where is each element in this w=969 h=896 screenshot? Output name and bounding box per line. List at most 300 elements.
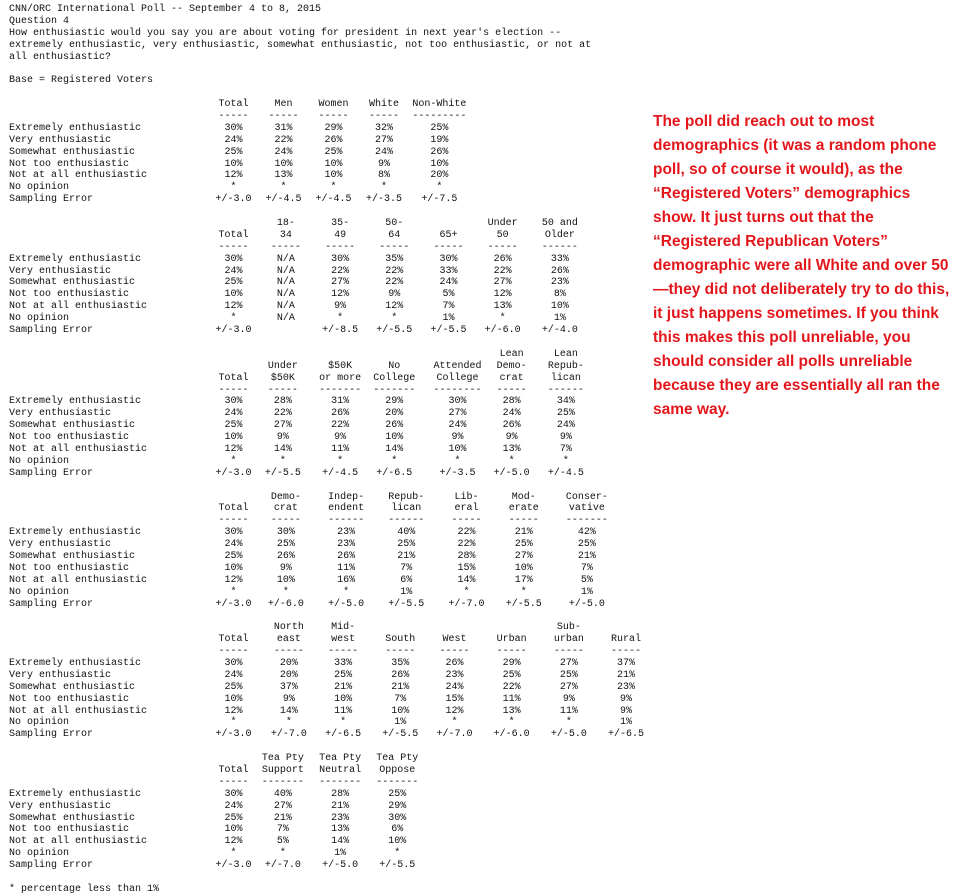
table-row <box>9 420 639 432</box>
cell-value: 10% <box>430 158 449 170</box>
column-header-row <box>9 622 639 634</box>
cell-value: 23% <box>445 669 464 681</box>
column-header: No <box>388 360 401 372</box>
base-line: Base = Registered Voters <box>9 75 154 87</box>
cell-value: 25% <box>397 539 416 551</box>
cell-value: 24% <box>224 408 243 420</box>
cell-value: 21% <box>617 669 636 681</box>
column-underline: ------ <box>547 384 584 396</box>
column-header: Total <box>218 372 249 384</box>
cell-value: 10% <box>388 836 407 848</box>
cell-value: 10% <box>224 158 243 170</box>
cell-value: 26% <box>276 550 295 562</box>
column-underline: ----- <box>218 384 249 396</box>
cell-value: 12% <box>224 170 243 182</box>
row-label: Very enthusiastic <box>9 539 112 551</box>
table-row <box>9 254 639 266</box>
row-label: Not at all enthusiastic <box>9 301 148 313</box>
cell-value: N/A <box>276 313 295 325</box>
crosstab-table-4 <box>9 492 639 623</box>
cell-value: +/-4.5 <box>265 194 302 206</box>
cell-value: +/-5.5 <box>388 598 425 610</box>
cell-value: N/A <box>276 277 295 289</box>
column-header: College <box>373 372 416 384</box>
cell-value: 10% <box>324 158 343 170</box>
cell-value: 24% <box>448 420 467 432</box>
cell-value: 13% <box>502 443 521 455</box>
column-underline: ----- <box>496 384 527 396</box>
column-underline-row <box>9 515 639 527</box>
table-row <box>9 848 639 860</box>
table-row <box>9 599 639 611</box>
table-row <box>9 563 639 575</box>
cell-value: 27% <box>375 134 394 146</box>
cell-value: +/-5.5 <box>376 325 413 337</box>
cell-value: * <box>337 455 344 467</box>
column-header: Neutral <box>319 765 362 776</box>
crosstab-table-5 <box>9 622 645 753</box>
cell-value: * <box>285 717 292 729</box>
table-row <box>9 456 639 468</box>
column-header: crat <box>273 503 298 515</box>
cell-value: 23% <box>337 527 356 539</box>
column-underline: ----- <box>508 515 539 527</box>
table-row <box>9 444 639 456</box>
column-underline: ------- <box>261 776 304 788</box>
column-header-row <box>9 634 642 646</box>
cell-value: 10% <box>550 301 569 313</box>
cell-value: 26% <box>493 253 512 265</box>
column-header: Women <box>318 99 349 111</box>
cell-value: 23% <box>331 812 350 824</box>
column-header: vative <box>568 503 605 515</box>
column-header: Men <box>274 99 293 111</box>
cell-value: +/-7.0 <box>448 598 485 610</box>
cell-value: 33% <box>439 265 458 277</box>
table-row <box>9 527 639 539</box>
cell-value: 22% <box>493 265 512 277</box>
row-label: Not too enthusiastic <box>9 289 130 301</box>
cell-value: 24% <box>224 669 243 681</box>
cell-value: 25% <box>324 146 343 158</box>
column-underline: ------- <box>319 776 362 788</box>
column-underline-row <box>9 646 642 658</box>
column-underline: ----- <box>318 111 349 123</box>
cell-value: +/-4.5 <box>547 467 584 479</box>
row-label: Not too enthusiastic <box>9 824 130 836</box>
table-row <box>9 717 639 729</box>
column-header: Attended <box>433 360 482 372</box>
cell-value: * <box>279 455 286 467</box>
column-header: 64 <box>388 229 401 241</box>
cell-value: 20% <box>385 408 404 420</box>
column-underline: ----- <box>273 646 304 658</box>
cell-value: 10% <box>391 705 410 717</box>
cell-value: +/-6.0 <box>484 325 521 337</box>
cell-value: 25% <box>276 539 295 551</box>
cell-value: 31% <box>274 122 293 134</box>
row-label: Sampling Error <box>9 598 94 610</box>
row-label: Not at all enthusiastic <box>9 170 148 182</box>
cell-value: +/-3.0 <box>215 860 252 872</box>
cell-value: 30% <box>331 253 350 265</box>
cell-value: * <box>508 455 515 467</box>
cell-value: N/A <box>276 265 295 277</box>
column-underline: ----- <box>451 515 482 527</box>
row-label: Sampling Error <box>9 325 94 337</box>
table-row <box>9 539 639 551</box>
column-header-row <box>9 361 639 373</box>
cell-value: 9% <box>279 562 292 574</box>
cell-value: 7% <box>394 693 407 705</box>
row-label: Extremely enthusiastic <box>9 788 142 800</box>
cell-value: 26% <box>391 669 410 681</box>
cell-value: 10% <box>514 562 533 574</box>
cell-value: 27% <box>559 657 578 669</box>
column-underline: ----- <box>379 241 410 253</box>
cell-value: 24% <box>224 134 243 146</box>
cell-value: 40% <box>273 788 292 800</box>
crosstab-table-2 <box>9 218 639 349</box>
cell-value: 12% <box>224 705 243 717</box>
column-header: Sub- <box>556 622 581 634</box>
cell-value: 29% <box>502 657 521 669</box>
cell-value: 16% <box>337 574 356 586</box>
cell-value: 7% <box>276 824 289 836</box>
row-label: Somewhat enthusiastic <box>9 550 136 562</box>
cell-value: * <box>508 717 515 729</box>
cell-value: +/-5.0 <box>322 860 359 872</box>
column-underline: ------- <box>373 384 416 396</box>
cell-value: 30% <box>224 122 243 134</box>
cell-value: 26% <box>445 657 464 669</box>
cell-value: 24% <box>274 146 293 158</box>
row-label: Very enthusiastic <box>9 134 112 146</box>
table-row <box>9 289 639 301</box>
cell-value: 5% <box>442 289 455 301</box>
cell-value: 30% <box>276 527 295 539</box>
cell-value: 21% <box>577 550 596 562</box>
cell-value: +/-3.5 <box>439 467 476 479</box>
column-header-row <box>9 753 639 765</box>
row-label: Very enthusiastic <box>9 408 112 420</box>
cell-value: 10% <box>224 693 243 705</box>
cell-value: 33% <box>334 657 353 669</box>
cell-value: * <box>230 717 237 729</box>
column-header: South <box>385 634 416 646</box>
cell-value: +/-3.0 <box>215 729 252 741</box>
cell-value: * <box>463 586 470 598</box>
cell-value: * <box>340 717 347 729</box>
cell-value: 17% <box>514 574 533 586</box>
cell-value: 25% <box>430 122 449 134</box>
column-header: White <box>369 99 400 111</box>
column-underline: ------ <box>541 241 578 253</box>
cell-value: 1% <box>580 586 593 598</box>
cell-value: 27% <box>493 277 512 289</box>
column-header: 49 <box>334 229 347 241</box>
cell-value: 28% <box>273 396 292 408</box>
column-header: North <box>273 622 304 634</box>
column-header: urban <box>553 634 584 646</box>
cell-value: 26% <box>337 550 356 562</box>
column-header: 18- <box>276 218 295 230</box>
table-row <box>9 408 639 420</box>
row-label: Extremely enthusiastic <box>9 253 142 265</box>
cell-value: N/A <box>276 253 295 265</box>
cell-value: 14% <box>385 443 404 455</box>
column-header: Under <box>267 360 298 372</box>
cell-value: 12% <box>493 289 512 301</box>
column-header: Total <box>218 229 249 241</box>
cell-value: 35% <box>385 253 404 265</box>
cell-value: 25% <box>388 788 407 800</box>
cell-value: 35% <box>391 657 410 669</box>
cell-value: +/-5.0 <box>328 598 365 610</box>
cell-value: 22% <box>385 265 404 277</box>
cell-value: * <box>394 848 401 860</box>
cell-value: +/-7.0 <box>436 729 473 741</box>
cell-value: 24% <box>502 408 521 420</box>
cell-value: 30% <box>224 788 243 800</box>
cell-value: 30% <box>224 253 243 265</box>
column-header: Rural <box>611 634 642 646</box>
cell-value: 26% <box>430 146 449 158</box>
cell-value: 13% <box>493 301 512 313</box>
column-header: Demo- <box>270 491 301 503</box>
row-label: Not too enthusiastic <box>9 693 130 705</box>
cell-value: 28% <box>502 396 521 408</box>
cell-value: 30% <box>388 812 407 824</box>
cell-value: * <box>451 717 458 729</box>
cell-value: 1% <box>334 848 347 860</box>
row-label: Very enthusiastic <box>9 669 112 681</box>
column-underline: ----- <box>369 111 400 123</box>
table-row <box>9 123 639 135</box>
commentary-note: The poll did reach out to most demographics (it was a random phone poll, so of course it would), as the “Registered Voters” demographics show. It just turns out that the “Registered Republican Voters” demographic were all White and over 50—they did not deliberately try to do this, it just happens sometimes. If you think this makes this poll unreliable, you should consider all polls unreliable because they are essentially all ran the same way. <box>653 113 950 418</box>
cell-value: +/-5.5 <box>430 325 467 337</box>
column-underline: ----- <box>553 646 584 658</box>
column-header-row <box>9 218 639 230</box>
column-header: or more <box>319 372 362 384</box>
cell-value: 1% <box>442 313 455 325</box>
table-row <box>9 396 639 408</box>
cell-value: N/A <box>276 289 295 301</box>
column-underline: ----- <box>218 241 249 253</box>
cell-value: +/-8.5 <box>322 325 359 337</box>
table-row <box>9 575 639 587</box>
table-row <box>9 135 639 147</box>
table-row <box>9 301 639 313</box>
cell-value: 28% <box>457 550 476 562</box>
row-label: Sampling Error <box>9 860 94 872</box>
cell-value: * <box>230 455 237 467</box>
cell-value: 22% <box>331 265 350 277</box>
cell-value: +/-6.0 <box>493 729 530 741</box>
table-row <box>9 824 639 836</box>
cell-value: +/-4.5 <box>322 467 359 479</box>
column-underline: ------ <box>328 515 365 527</box>
cell-value: 25% <box>224 681 243 693</box>
cell-value: 7% <box>442 301 455 313</box>
row-label: No opinion <box>9 848 70 860</box>
row-label: No opinion <box>9 717 70 729</box>
column-header: West <box>442 634 467 646</box>
cell-value: 19% <box>430 134 449 146</box>
table-row <box>9 551 639 563</box>
cell-value: 40% <box>397 527 416 539</box>
cell-value: +/-6.5 <box>325 729 362 741</box>
cell-value: 23% <box>617 681 636 693</box>
cell-value: 25% <box>224 550 243 562</box>
cell-value: 1% <box>400 586 413 598</box>
column-header: Mid- <box>331 622 356 634</box>
column-header: Demo- <box>496 360 527 372</box>
column-header-row <box>9 349 639 361</box>
cell-value: 9% <box>505 432 518 444</box>
column-header: 34 <box>279 229 292 241</box>
cell-value: * <box>436 182 443 194</box>
cell-value: 25% <box>577 539 596 551</box>
table-row <box>9 801 639 813</box>
cell-value: 25% <box>224 812 243 824</box>
cell-value: 9% <box>559 432 572 444</box>
column-underline: ----- <box>433 241 464 253</box>
column-underline: ------- <box>565 515 608 527</box>
column-underline: ----- <box>218 111 249 123</box>
cell-value: 10% <box>276 574 295 586</box>
row-label: Somewhat enthusiastic <box>9 420 136 432</box>
table-row <box>9 170 639 182</box>
column-underline: ----- <box>439 646 470 658</box>
column-header: Lean <box>553 348 578 360</box>
cell-value: 29% <box>388 800 407 812</box>
cell-value: +/-6.5 <box>608 729 645 741</box>
cell-value: +/-5.0 <box>493 467 530 479</box>
table-row <box>9 682 639 694</box>
column-underline: ----- <box>218 515 249 527</box>
cell-value: 13% <box>502 705 521 717</box>
row-label: Somewhat enthusiastic <box>9 277 136 289</box>
cell-value: +/-5.5 <box>379 860 416 872</box>
column-header-row <box>9 230 639 242</box>
row-label: No opinion <box>9 313 70 325</box>
cell-value: * <box>279 848 286 860</box>
cell-value: 10% <box>385 432 404 444</box>
cell-value: 24% <box>224 265 243 277</box>
cell-value: 10% <box>224 289 243 301</box>
column-header: Under <box>487 218 518 230</box>
table-row <box>9 587 639 599</box>
cell-value: 24% <box>439 277 458 289</box>
cell-value: 14% <box>279 705 298 717</box>
cell-value: * <box>230 586 237 598</box>
cell-value: * <box>454 455 461 467</box>
table-row <box>9 468 639 480</box>
cell-value: * <box>230 182 237 194</box>
crosstab-table-3 <box>9 349 639 492</box>
column-header: 50 and <box>541 218 578 230</box>
column-header: lican <box>391 503 422 515</box>
cell-value: 21% <box>397 550 416 562</box>
cell-value: 12% <box>331 289 350 301</box>
cell-value: 42% <box>577 527 596 539</box>
cell-value: 14% <box>331 836 350 848</box>
cell-value: +/-4.0 <box>541 325 578 337</box>
cell-value: 25% <box>224 277 243 289</box>
cell-value: 10% <box>224 432 243 444</box>
column-underline: ----- <box>267 384 298 396</box>
cell-value: 11% <box>559 705 578 717</box>
cell-value: +/-5.5 <box>382 729 419 741</box>
cell-value: 13% <box>274 170 293 182</box>
cell-value: +/-6.5 <box>376 467 413 479</box>
cell-value: 5% <box>276 836 289 848</box>
row-label: Extremely enthusiastic <box>9 657 142 669</box>
cell-value: 30% <box>439 253 458 265</box>
column-header: Total <box>218 634 249 646</box>
cell-value: 8% <box>553 289 566 301</box>
cell-value: +/-7.0 <box>264 860 301 872</box>
column-underline: ----- <box>218 776 249 788</box>
cell-value: 13% <box>331 824 350 836</box>
table-row <box>9 658 639 670</box>
column-header: $50K <box>270 372 295 384</box>
cell-value: 29% <box>385 396 404 408</box>
row-label: Somewhat enthusiastic <box>9 681 136 693</box>
table-row <box>9 694 639 706</box>
cell-value: +/-4.5 <box>315 194 352 206</box>
column-header-row <box>9 99 639 111</box>
column-header: eral <box>454 503 479 515</box>
table-row <box>9 182 639 194</box>
column-header: erate <box>508 503 539 515</box>
cell-value: 25% <box>224 146 243 158</box>
column-header: endent <box>328 503 365 515</box>
table-row <box>9 670 639 682</box>
column-header: 65+ <box>439 229 458 241</box>
column-header: Non-White <box>412 99 467 111</box>
cell-value: 22% <box>273 408 292 420</box>
cell-value: * <box>381 182 388 194</box>
cell-value: 24% <box>375 146 394 158</box>
column-header: Total <box>218 503 249 515</box>
row-label: Not too enthusiastic <box>9 562 130 574</box>
column-header: Support <box>261 765 304 776</box>
cell-value: 25% <box>224 420 243 432</box>
column-underline: --------- <box>412 111 467 123</box>
cell-value: * <box>562 455 569 467</box>
table-row <box>9 159 639 171</box>
row-label: Very enthusiastic <box>9 265 112 277</box>
cell-value: 20% <box>430 170 449 182</box>
column-header: Tea Pty <box>319 753 362 765</box>
cell-value: 5% <box>580 574 593 586</box>
cell-value: 22% <box>331 420 350 432</box>
cell-value: * <box>343 586 350 598</box>
poll-title: CNN/ORC International Poll -- September 4 to 8, 2015 <box>9 4 322 15</box>
cell-value: 32% <box>375 122 394 134</box>
row-label: Extremely enthusiastic <box>9 527 142 539</box>
table-row <box>9 836 639 848</box>
cell-value: 27% <box>514 550 533 562</box>
cell-value: 9% <box>334 301 347 313</box>
column-header: 50- <box>385 218 404 230</box>
cell-value: 22% <box>274 134 293 146</box>
cell-value: 21% <box>391 681 410 693</box>
crosstab-table-6 <box>9 753 639 884</box>
cell-value: 27% <box>273 420 292 432</box>
